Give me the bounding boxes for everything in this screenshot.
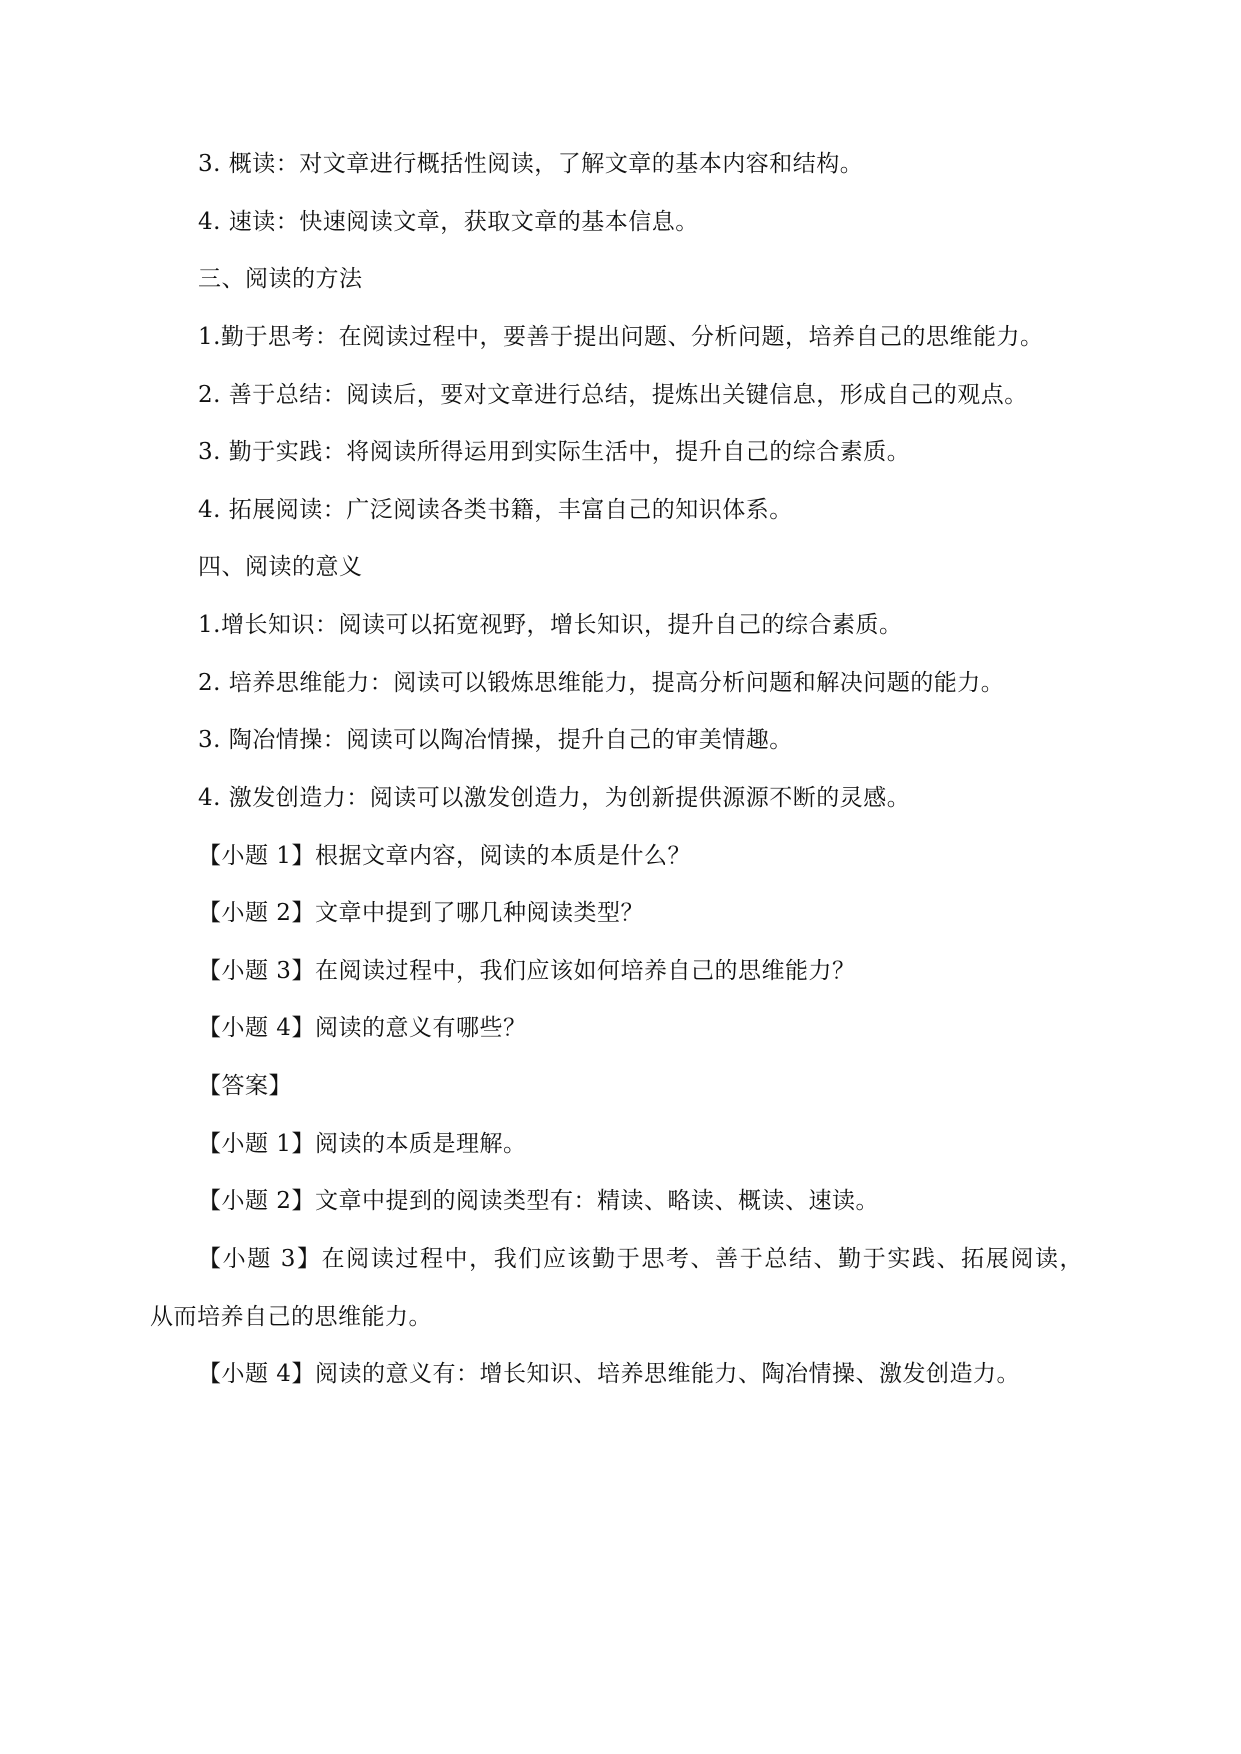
section-heading: 三、阅读的方法 <box>198 266 363 292</box>
paragraph-line: 2. 培养思维能力：阅读可以锻炼思维能力，提高分析问题和解决问题的能力。 <box>198 670 1005 696</box>
answer-line: 【小题 2】文章中提到的阅读类型有：精读、略读、概读、速读。 <box>198 1188 879 1214</box>
paragraph-line: 2. 善于总结：阅读后，要对文章进行总结，提炼出关键信息，形成自己的观点。 <box>198 382 1028 408</box>
question-line: 【小题 1】根据文章内容，阅读的本质是什么？ <box>198 843 691 869</box>
answer-line: 【小题 3】在阅读过程中，我们应该勤于思考、善于总结、勤于实践、拓展阅读， <box>198 1246 1085 1272</box>
answer-line: 【小题 1】阅读的本质是理解。 <box>198 1131 527 1157</box>
answer-line: 【小题 4】阅读的意义有：增长知识、培养思维能力、陶冶情操、激发创造力。 <box>198 1361 1020 1387</box>
answer-line-continuation: 从而培养自己的思维能力。 <box>150 1304 432 1330</box>
question-line: 【小题 3】在阅读过程中，我们应该如何培养自己的思维能力？ <box>198 958 856 984</box>
question-line: 【小题 2】文章中提到了哪几种阅读类型？ <box>198 900 644 926</box>
paragraph-line: 3. 勤于实践：将阅读所得运用到实际生活中，提升自己的综合素质。 <box>198 439 911 465</box>
paragraph-line: 3. 概读：对文章进行概括性阅读，了解文章的基本内容和结构。 <box>198 151 864 177</box>
paragraph-line: 1.勤于思考：在阅读过程中，要善于提出问题、分析问题，培养自己的思维能力。 <box>198 324 1044 350</box>
question-line: 【小题 4】阅读的意义有哪些？ <box>198 1015 527 1041</box>
paragraph-line: 4. 拓展阅读：广泛阅读各类书籍，丰富自己的知识体系。 <box>198 497 793 523</box>
answer-heading: 【答案】 <box>198 1073 292 1099</box>
paragraph-line: 4. 速读：快速阅读文章，获取文章的基本信息。 <box>198 209 699 235</box>
paragraph-line: 4. 激发创造力：阅读可以激发创造力，为创新提供源源不断的灵感。 <box>198 785 911 811</box>
section-heading: 四、阅读的意义 <box>198 554 363 580</box>
paragraph-line: 1.增长知识：阅读可以拓宽视野，增长知识，提升自己的综合素质。 <box>198 612 903 638</box>
paragraph-line: 3. 陶冶情操：阅读可以陶冶情操，提升自己的审美情趣。 <box>198 727 793 753</box>
